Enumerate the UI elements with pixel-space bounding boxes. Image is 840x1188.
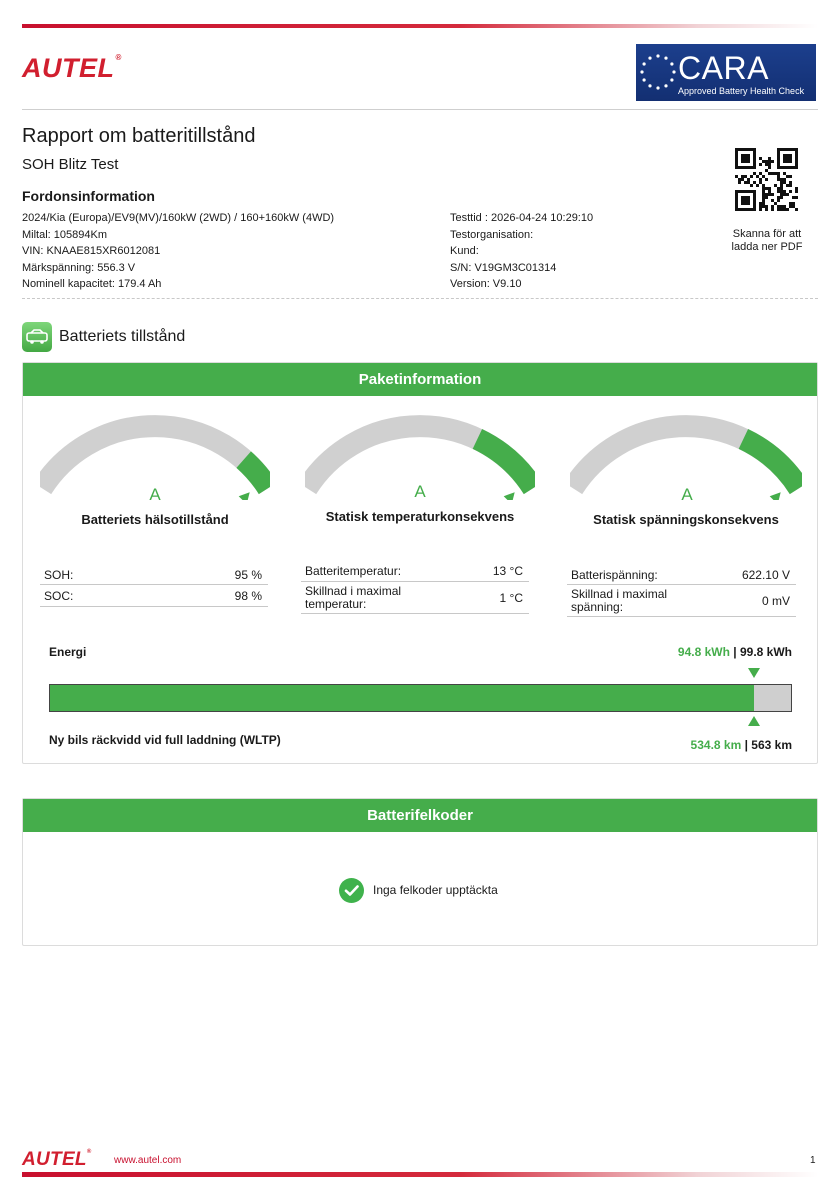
- header-divider: [22, 109, 818, 110]
- qr-module: [762, 196, 765, 199]
- energy-value: 94.8 kWh | 99.8 kWh: [677, 645, 792, 659]
- qr-module: [768, 193, 771, 196]
- qr-module: [771, 193, 774, 196]
- qr-module: [762, 175, 765, 178]
- qr-module: [741, 175, 744, 178]
- customer: Kund:: [450, 245, 479, 257]
- star-mark: [664, 57, 667, 60]
- energy-marker-top: [748, 668, 760, 678]
- temperature-grade: A: [414, 482, 426, 501]
- energy-bar-fill: [50, 685, 754, 711]
- qr-finder: [783, 154, 792, 163]
- metric-row-soh: [40, 563, 268, 585]
- qr-module: [765, 160, 768, 163]
- qr-module: [762, 202, 765, 205]
- qr-module: [768, 187, 771, 190]
- qr-module: [771, 208, 774, 211]
- qr-module: [762, 160, 765, 163]
- star-mark: [643, 62, 646, 65]
- temperature-gauge-pointer: [504, 492, 515, 500]
- qr-module: [789, 205, 792, 208]
- nominal-capacity: Nominell kapacitet: 179.4 Ah: [22, 278, 162, 290]
- qr-module: [738, 178, 741, 181]
- qr-module: [759, 181, 762, 184]
- fault-codes-header: Batterifelkoder: [23, 799, 817, 832]
- metric-key: SOC:: [44, 589, 74, 603]
- check-circle-icon: [339, 878, 364, 903]
- qr-finder: [741, 196, 750, 205]
- qr-module: [771, 160, 774, 163]
- vehicle-model: 2024/Kia (Europa)/EV9(MV)/160kW (2WD) / 160+160kW (4WD): [22, 212, 335, 224]
- no-fault-message: Inga felkoder upptäckta: [373, 883, 498, 897]
- star-mark: [648, 57, 651, 60]
- qr-module: [753, 172, 756, 175]
- qr-module: [756, 175, 759, 178]
- rated-voltage: Märkspänning: 556.3 V: [22, 261, 136, 274]
- metric-value: 13 °C: [492, 564, 523, 578]
- qr-module: [783, 208, 786, 211]
- qr-module: [774, 184, 777, 187]
- metric-value: 1 °C: [499, 591, 523, 605]
- star-mark: [670, 78, 673, 81]
- qr-module: [780, 196, 783, 199]
- metric-row-temp-diff: [301, 582, 529, 614]
- page-title: Rapport om batteritillstånd: [22, 125, 256, 147]
- qr-caption-line1: Skanna för att: [732, 228, 802, 240]
- metric-key: Skillnad i maximal spänning:: [571, 587, 668, 614]
- metric-key: SOH:: [44, 568, 74, 582]
- qr-module: [768, 163, 771, 166]
- qr-module: [756, 184, 759, 187]
- qr-finder: [741, 154, 750, 163]
- qr-module: [780, 193, 783, 196]
- qr-module: [750, 175, 753, 178]
- range-total: 563 km: [751, 738, 792, 752]
- qr-module: [741, 178, 744, 181]
- qr-module: [768, 160, 771, 163]
- test-time: Testtid : 2026-04-24 10:29:10: [450, 212, 594, 224]
- metric-row-soc: [40, 585, 268, 607]
- serial-number: S/N: V19GM3C01314: [450, 261, 557, 274]
- qr-module: [777, 190, 780, 193]
- qr-module: [762, 187, 765, 190]
- car-battery-icon: [22, 322, 52, 352]
- qr-module: [789, 175, 792, 178]
- metric-row-battery-voltage: [567, 563, 796, 585]
- cara-subtitle: Approved Battery Health Check: [678, 86, 805, 96]
- metric-row-battery-temp: [301, 560, 529, 582]
- metric-value: 98 %: [234, 589, 262, 603]
- qr-module: [744, 181, 747, 184]
- qr-module: [792, 205, 795, 208]
- cara-badge: [636, 44, 816, 101]
- qr-module: [777, 205, 780, 208]
- qr-module: [795, 208, 798, 211]
- star-mark: [640, 70, 643, 73]
- page-number: 1: [810, 1155, 816, 1166]
- energy-bar: [49, 684, 792, 712]
- qr-module: [777, 178, 780, 181]
- range-value: 534.8 km | 563 km: [690, 738, 792, 752]
- qr-module: [759, 178, 762, 181]
- temperature-gauge-label: Statisk temperaturkonsekvens: [325, 509, 515, 524]
- qr-module: [777, 172, 780, 175]
- qr-module: [789, 184, 792, 187]
- voltage-grade: A: [681, 485, 693, 504]
- qr-module: [786, 208, 789, 211]
- qr-module: [771, 172, 774, 175]
- qr-module: [771, 205, 774, 208]
- vehicle-info-left: [22, 210, 334, 293]
- qr-module: [759, 157, 762, 160]
- star-mark: [656, 86, 659, 89]
- health-gauge-pointer: [239, 492, 250, 500]
- vehicle-mileage: Miltal: 105894Km: [22, 228, 107, 241]
- software-version: Version: V9.10: [450, 278, 522, 290]
- qr-module: [780, 184, 783, 187]
- energy-current: 94.8 kWh: [677, 645, 730, 659]
- qr-module: [795, 190, 798, 193]
- qr-module: [768, 190, 771, 193]
- qr-module: [765, 163, 768, 166]
- qr-module: [777, 199, 780, 202]
- qr-module: [735, 175, 738, 178]
- temperature-metrics: [301, 560, 529, 614]
- qr-module: [783, 190, 786, 193]
- energy-total: 99.8 kWh: [739, 645, 792, 659]
- qr-caption: [722, 228, 812, 254]
- star-mark: [670, 62, 673, 65]
- health-metrics: [40, 563, 268, 607]
- qr-caption-line2: ladda ner PDF: [731, 241, 803, 253]
- qr-module: [792, 202, 795, 205]
- bottom-accent-bar: [22, 1172, 818, 1177]
- qr-module: [780, 208, 783, 211]
- qr-module: [783, 181, 786, 184]
- qr-module: [765, 193, 768, 196]
- qr-module: [783, 205, 786, 208]
- temperature-gauge-fill: [477, 439, 533, 488]
- range-current: 534.8 km: [690, 738, 742, 752]
- qr-module: [786, 175, 789, 178]
- qr-module: [747, 181, 750, 184]
- qr-module: [765, 208, 768, 211]
- metric-value: 622.10 V: [741, 568, 790, 582]
- metric-value: 0 mV: [761, 594, 790, 608]
- footer-autel-logo: AUTEL®: [22, 1149, 92, 1170]
- qr-module: [759, 202, 762, 205]
- page-subtitle: SOH Blitz Test: [22, 156, 119, 173]
- energy-marker-bottom: [748, 716, 760, 726]
- qr-module: [780, 178, 783, 181]
- qr-module: [768, 166, 771, 169]
- package-info-header: Paketinformation: [23, 363, 817, 396]
- qr-module: [783, 172, 786, 175]
- star-mark: [656, 54, 659, 57]
- vehicle-info-heading: Fordonsinformation: [22, 188, 155, 204]
- qr-module: [792, 196, 795, 199]
- qr-module: [765, 196, 768, 199]
- autel-logo: AUTEL®: [22, 53, 122, 83]
- star-mark: [664, 84, 667, 87]
- qr-module: [786, 193, 789, 196]
- qr-module: [744, 175, 747, 178]
- info-divider: [22, 298, 818, 299]
- health-gauge-track: [42, 426, 268, 488]
- qr-module: [780, 190, 783, 193]
- voltage-metrics: [567, 563, 796, 617]
- qr-code-icon[interactable]: [735, 148, 798, 211]
- voltage-gauge-pointer: [770, 492, 781, 500]
- metric-row-voltage-diff: [567, 585, 796, 617]
- qr-module: [783, 193, 786, 196]
- qr-module: [747, 178, 750, 181]
- qr-module: [759, 163, 762, 166]
- voltage-gauge-fill: [743, 439, 799, 488]
- qr-module: [789, 190, 792, 193]
- qr-module: [783, 178, 786, 181]
- qr-module: [777, 208, 780, 211]
- metric-key: Batteritemperatur:: [305, 564, 402, 578]
- qr-module: [762, 205, 765, 208]
- qr-module: [780, 187, 783, 190]
- qr-module: [738, 181, 741, 184]
- qr-module: [753, 181, 756, 184]
- qr-module: [777, 187, 780, 190]
- cara-word: CARA: [678, 50, 769, 86]
- qr-module: [795, 187, 798, 190]
- vehicle-info-right: [450, 210, 593, 293]
- qr-module: [765, 178, 768, 181]
- qr-module: [780, 205, 783, 208]
- qr-module: [759, 208, 762, 211]
- qr-module: [762, 193, 765, 196]
- vehicle-vin: VIN: KNAAE815XR6012081: [22, 245, 161, 257]
- qr-module: [759, 172, 762, 175]
- energy-label: Energi: [49, 645, 87, 659]
- qr-module: [759, 205, 762, 208]
- qr-module: [762, 199, 765, 202]
- footer-url[interactable]: www.autel.com: [114, 1155, 182, 1166]
- battery-section-title: Batteriets tillstånd: [59, 328, 186, 345]
- qr-module: [774, 172, 777, 175]
- qr-module: [768, 172, 771, 175]
- qr-module: [777, 175, 780, 178]
- voltage-gauge-label: Statisk spänningskonsekvens: [593, 512, 779, 527]
- qr-module: [789, 202, 792, 205]
- range-label: Ny bils räckvidd vid full laddning (WLTP): [49, 733, 281, 747]
- top-accent-bar: [22, 24, 818, 28]
- health-gauge-label: Batteriets hälsotillstånd: [81, 512, 229, 527]
- qr-module: [762, 190, 765, 193]
- star-mark: [672, 70, 675, 73]
- qr-module: [774, 202, 777, 205]
- qr-module: [771, 199, 774, 202]
- health-gauge-fill: [244, 460, 268, 489]
- qr-module: [786, 184, 789, 187]
- metric-value: 95 %: [234, 568, 262, 582]
- test-organisation: Testorganisation:: [450, 228, 534, 241]
- qr-module: [765, 169, 768, 172]
- metric-key: Batterispänning:: [571, 568, 658, 582]
- qr-module: [789, 181, 792, 184]
- health-grade: A: [149, 485, 161, 504]
- qr-module: [765, 187, 768, 190]
- qr-module: [768, 157, 771, 160]
- qr-module: [762, 184, 765, 187]
- qr-module: [777, 196, 780, 199]
- qr-module: [750, 184, 753, 187]
- qr-module: [780, 181, 783, 184]
- fault-codes-panel: [22, 798, 818, 946]
- qr-module: [795, 196, 798, 199]
- star-mark: [643, 78, 646, 81]
- qr-module: [765, 205, 768, 208]
- star-mark: [648, 84, 651, 87]
- metric-key: Skillnad i maximal temperatur:: [305, 584, 402, 611]
